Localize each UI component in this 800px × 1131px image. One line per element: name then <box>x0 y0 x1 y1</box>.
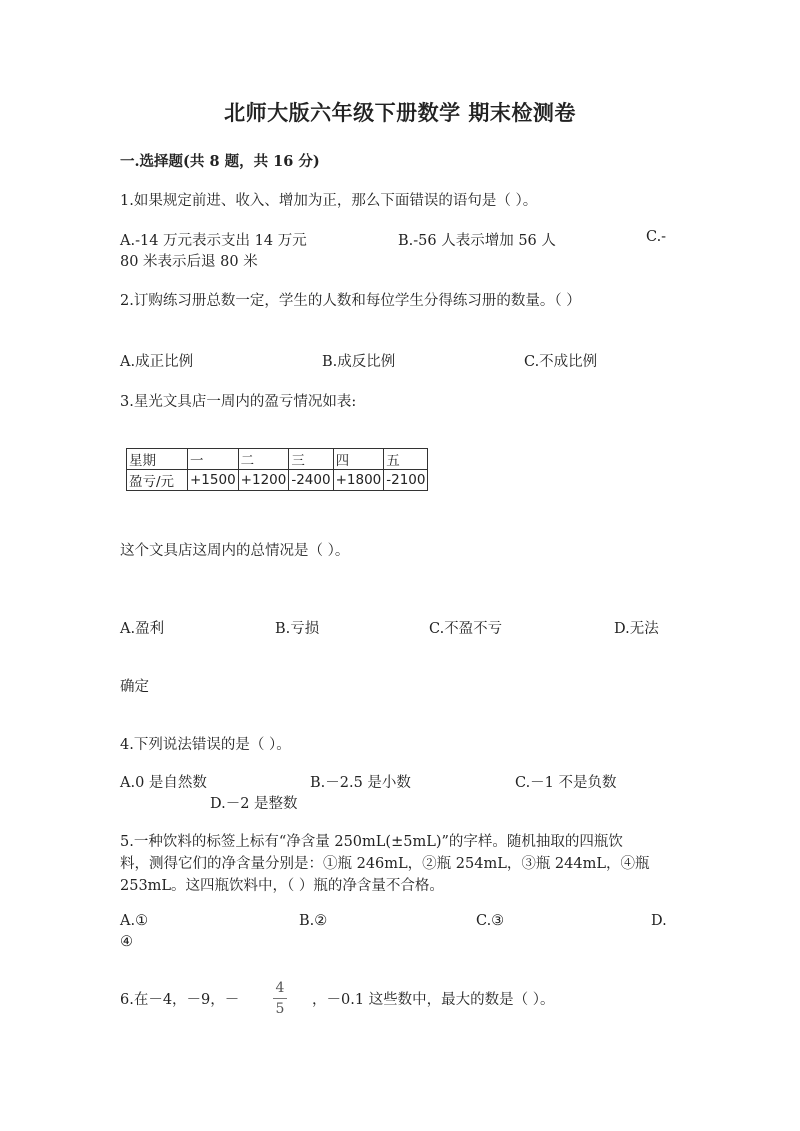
question-5-option-b: B.② <box>299 913 328 929</box>
table-header-row <box>127 449 428 470</box>
question-3-question: 这个文具店这周内的总情况是（ ）。 <box>120 543 350 559</box>
table-cell: -2400 <box>289 470 333 491</box>
page-title: 北师大版六年级下册数学 期末检测卷 <box>224 100 576 125</box>
table-cell: 一 <box>188 449 239 470</box>
question-4-option-c: C.－1 不是负数 <box>515 775 617 791</box>
question-3-option-d-continued: 确定 <box>120 679 149 695</box>
table-cell: +1800 <box>333 470 384 491</box>
question-1-option-c-continued: 80 米表示后退 80 米 <box>120 254 258 270</box>
question-4-stem: 4.下列说法错误的是（ ）。 <box>120 737 291 753</box>
fraction <box>271 980 289 1017</box>
question-5-line-2: 料，测得它们的净含量分别是：①瓶 246mL，②瓶 254mL，③瓶 244mL，④瓶 <box>120 856 650 872</box>
question-2-option-c: C.不成比例 <box>524 354 598 370</box>
question-2-option-b: B.成反比例 <box>322 354 396 370</box>
question-3-option-b: B.亏损 <box>275 621 320 637</box>
question-1-option-a: A.-14 万元表示支出 14 万元 <box>120 233 307 249</box>
table-row <box>127 470 428 491</box>
question-3-option-d: D.无法 <box>614 621 659 637</box>
question-5-option-c: C.③ <box>476 913 505 929</box>
table-cell: 星期 <box>127 449 188 470</box>
question-4-option-a: A.0 是自然数 <box>120 775 207 791</box>
question-5-line-1: 5.一种饮料的标签上标有“净含量 250mL(±5mL)”的字样。随机抽取的四瓶饮 <box>120 834 623 850</box>
question-5-option-a: A.① <box>120 913 149 929</box>
fraction-bar <box>273 998 287 999</box>
question-5-option-d-continued: ④ <box>120 934 133 950</box>
question-1-option-c: C.- <box>646 229 667 245</box>
question-3-option-c: C.不盈不亏 <box>429 621 503 637</box>
question-5-line-3: 253mL。这四瓶饮料中，（ ）瓶的净含量不合格。 <box>120 878 444 894</box>
fraction-denominator: 5 <box>275 1001 285 1017</box>
question-2-option-a: A.成正比例 <box>120 354 194 370</box>
question-5-option-d: D. <box>651 913 667 929</box>
table-cell: 五 <box>384 449 428 470</box>
table-cell: 盈亏/元 <box>127 470 188 491</box>
table-cell: 三 <box>289 449 333 470</box>
table-cell: +1200 <box>238 470 289 491</box>
question-2-stem: 2.订购练习册总数一定，学生的人数和每位学生分得练习册的数量。（ ） <box>120 293 581 309</box>
table-cell: 二 <box>238 449 289 470</box>
question-1-option-b: B.-56 人表示增加 56 人 <box>398 233 556 249</box>
question-3-option-a: A.盈利 <box>120 621 165 637</box>
profit-loss-table <box>126 448 428 491</box>
section-heading: 一.选择题(共 8 题，共 16 分) <box>120 153 320 170</box>
table-cell: -2100 <box>384 470 428 491</box>
fraction-numerator: 4 <box>275 980 285 996</box>
question-4-option-b: B.－2.5 是小数 <box>310 775 411 791</box>
question-6-stem-start: 6.在－4，－9，－ <box>120 992 240 1008</box>
question-1-stem: 1.如果规定前进、收入、增加为正，那么下面错误的语句是（ ）。 <box>120 193 538 209</box>
table-cell: 四 <box>333 449 384 470</box>
table-cell: +1500 <box>188 470 239 491</box>
question-6-stem-end: ，－0.1 这些数中，最大的数是（ ）。 <box>312 992 555 1008</box>
question-4-option-d: D.－2 是整数 <box>210 796 298 812</box>
question-3-stem: 3.星光文具店一周内的盈亏情况如表: <box>120 394 357 410</box>
